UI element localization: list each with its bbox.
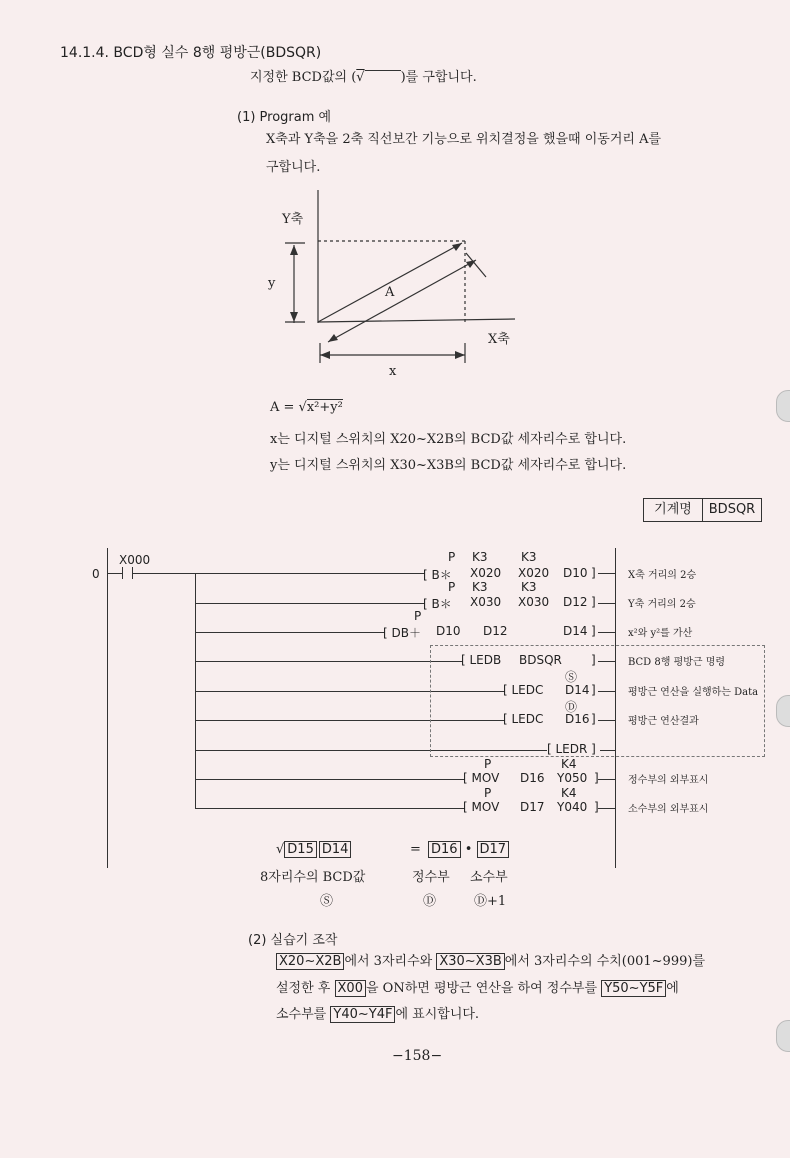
rung-wire <box>598 573 615 574</box>
operand: D16 <box>520 771 545 785</box>
vector-a <box>318 243 462 322</box>
machine-name-value: BDSQR <box>702 498 762 522</box>
constant-k: K3 <box>472 550 488 564</box>
operand: D14 <box>563 624 588 638</box>
program-desc-1: X축과 Y축을 2축 직선보간 기능으로 위치결정을 했을때 이동거리 A를 <box>266 132 662 147</box>
x-axis-line <box>318 319 515 322</box>
vector-a-label: A <box>385 285 395 300</box>
operand: X030 <box>470 595 502 609</box>
page-number: −158− <box>392 1048 443 1064</box>
operand: D12 <box>563 595 588 609</box>
x-note: x는 디지털 스위치의 X20~X2B의 BCD값 세자리수로 합니다. <box>270 432 627 447</box>
rung-comment: X축 거리의 2승 <box>628 570 697 581</box>
mark-dest: Ⓓ <box>423 894 437 909</box>
arrowhead <box>455 351 465 359</box>
operand: Y040 <box>557 800 588 814</box>
practice-heading: (2) 실습기 조작 <box>248 933 338 948</box>
arrowhead <box>290 312 298 322</box>
bracket: ] <box>591 595 596 609</box>
x-axis-label: X축 <box>488 332 510 347</box>
practice-line-3: 소수부를 Y40~Y4F 에 표시합니다. <box>276 1007 480 1022</box>
operand: D16 <box>565 712 590 726</box>
instruction: [ B＊ <box>423 568 452 582</box>
arrow-a <box>328 260 476 342</box>
rung-wire <box>598 632 615 633</box>
bracket: ] <box>591 566 596 580</box>
pulse-flag: P <box>484 757 492 771</box>
practice-line-2: 설정한 후 X00 을 ON하면 평방근 연산을 하여 정수부를 Y50~Y5F 에 <box>276 981 679 996</box>
rung-wire <box>598 808 615 809</box>
y-dimension-label: y <box>268 276 276 291</box>
binder-tab <box>776 695 790 727</box>
operand: D10 <box>563 566 588 580</box>
binder-tab <box>776 390 790 422</box>
rung-comment: Y축 거리의 2승 <box>628 599 696 610</box>
binder-tab <box>776 1020 790 1052</box>
y-note: y는 디지털 스위치의 X30~X3B의 BCD값 세자리수로 합니다. <box>270 458 627 473</box>
dest-mark: Ⓓ <box>565 700 578 714</box>
bracket: ] <box>591 712 596 726</box>
result-equation: √ D15 D14 <box>276 842 351 857</box>
instruction: [ B＊ <box>423 597 452 611</box>
constant-k: K3 <box>521 550 537 564</box>
label-fraction: 소수부 <box>470 870 508 885</box>
practice-line-1: X20~X2B 에서 3자리수와 X30~X3B 에서 3자리수의 수치(001~999)를 <box>276 950 705 969</box>
bracket: ] <box>591 624 596 638</box>
constant-k: K4 <box>561 786 577 800</box>
instruction: [ LEDB <box>461 653 502 667</box>
rung-comment: 소수부의 외부표시 <box>628 804 709 815</box>
operand: X020 <box>518 566 550 580</box>
instruction: [ LEDR ] <box>547 742 596 756</box>
rung-wire <box>195 603 425 604</box>
label-integer: 정수부 <box>412 870 450 885</box>
bracket: ] <box>594 800 599 814</box>
rung-wire <box>133 573 425 574</box>
contact-bar <box>122 567 123 579</box>
rung-wire <box>195 632 385 633</box>
section-heading: 14.1.4. BCD형 실수 8행 평방근(BDSQR) <box>60 45 322 61</box>
operand: X030 <box>518 595 550 609</box>
program-desc-2: 구합니다. <box>266 160 321 175</box>
rung-comment: x²와 y²를 가산 <box>628 628 693 639</box>
arrowhead <box>320 351 330 359</box>
operand: D10 <box>436 624 461 638</box>
left-power-rail <box>107 548 108 868</box>
operand: D12 <box>483 624 508 638</box>
rung-comment: 정수부의 외부표시 <box>628 775 709 786</box>
rung-comment: 평방근 연산을 실행하는 Data <box>628 687 759 698</box>
y-axis-label: Y축 <box>282 212 304 227</box>
instruction: [ LEDC <box>503 683 544 697</box>
instruction: [ DB＋ <box>383 626 421 640</box>
pulse-flag: P <box>448 550 456 564</box>
constant-k: K3 <box>521 580 537 594</box>
equals-sign: = <box>410 842 421 857</box>
arrowhead <box>290 245 298 255</box>
arrowhead <box>328 334 338 342</box>
machine-name-label: 기계명 <box>643 498 703 522</box>
pulse-flag: P <box>414 609 422 623</box>
rung-wire <box>107 573 122 574</box>
pulse-flag: P <box>448 580 456 594</box>
operand: X020 <box>470 566 502 580</box>
root-symbol: √ <box>356 70 365 85</box>
label-source: 8자리수의 BCD값 <box>260 870 366 885</box>
operand: D14 <box>565 683 590 697</box>
instruction: [ MOV <box>463 771 500 785</box>
rung-comment: BCD 8행 평방근 명령 <box>628 657 726 668</box>
step-number: 0 <box>92 567 100 581</box>
bracket: ] <box>591 683 596 697</box>
pulse-flag: P <box>484 786 492 800</box>
rung-wire <box>195 779 465 780</box>
operand: Y050 <box>557 771 588 785</box>
mark-source: Ⓢ <box>320 894 334 909</box>
rung-wire <box>598 603 615 604</box>
constant-k: K3 <box>472 580 488 594</box>
section-intro: 지정한 BCD값의 (√ )를 구합니다. <box>250 70 477 85</box>
operand: BDSQR <box>519 653 562 667</box>
operand: D17 <box>520 800 545 814</box>
arrowhead <box>452 243 462 251</box>
rung-wire <box>195 808 465 809</box>
result-values: D16 • D17 <box>428 842 509 857</box>
contact-label: X000 <box>119 553 151 567</box>
constant-k: K4 <box>561 757 577 771</box>
x-dimension-label: x <box>389 364 397 379</box>
instruction: [ LEDC <box>503 712 544 726</box>
distance-formula: A = √x²+y² <box>270 400 343 415</box>
source-mark: Ⓢ <box>565 670 578 684</box>
rung-comment: 평방근 연산결과 <box>628 716 699 727</box>
mark-dest-plus-1: Ⓓ+1 <box>474 894 507 909</box>
rung-wire <box>598 779 615 780</box>
program-heading: (1) Program 예 <box>237 110 332 125</box>
bracket: ] <box>594 771 599 785</box>
bracket: ] <box>591 653 596 667</box>
rung-wire <box>195 661 463 662</box>
instruction: [ MOV <box>463 800 500 814</box>
